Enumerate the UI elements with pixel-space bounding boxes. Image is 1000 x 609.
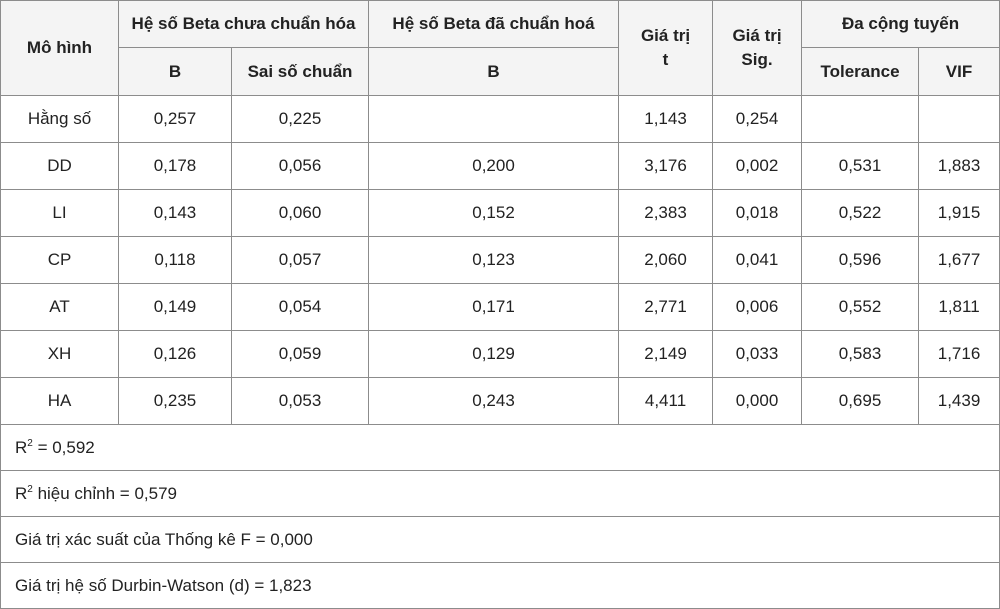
cell-vif: 1,915 [919, 190, 1000, 237]
cell-tolerance: 0,552 [802, 284, 919, 331]
header-t-line2: t [662, 50, 669, 69]
cell-beta: 0,152 [369, 190, 619, 237]
header-std-error: Sai số chuẩn [232, 48, 369, 96]
cell-t: 2,771 [619, 284, 713, 331]
cell-model: HA [1, 378, 119, 425]
header-beta-standardized: Hệ số Beta đã chuẩn hoá [369, 1, 619, 48]
cell-vif: 1,716 [919, 331, 1000, 378]
table-row [1, 331, 1000, 378]
cell-vif: 1,439 [919, 378, 1000, 425]
cell-beta: 0,243 [369, 378, 619, 425]
cell-tolerance: 0,695 [802, 378, 919, 425]
cell-sig: 0,006 [713, 284, 802, 331]
header-model: Mô hình [1, 1, 119, 96]
cell-model: DD [1, 143, 119, 190]
header-b: B [119, 48, 232, 96]
adjusted-r-squared-superscript: 2 [27, 483, 33, 495]
note-r-squared [1, 425, 1000, 471]
cell-model: LI [1, 190, 119, 237]
cell-sig: 0,254 [713, 96, 802, 143]
header-vif: VIF [919, 48, 1000, 96]
cell-tolerance: 0,531 [802, 143, 919, 190]
adjusted-r-squared-value: hiệu chỉnh = 0,579 [32, 483, 177, 503]
cell-b: 0,118 [119, 237, 232, 284]
cell-std-error: 0,225 [232, 96, 369, 143]
note-row-f-statistic [1, 517, 1000, 563]
cell-model: XH [1, 331, 119, 378]
header-sig-line2: Sig. [741, 50, 773, 69]
cell-model: CP [1, 237, 119, 284]
header-sig-line1: Giá trị [732, 26, 782, 45]
cell-b: 0,143 [119, 190, 232, 237]
header-t-line1: Giá trị [640, 26, 691, 45]
note-row-adjusted-r-squared [1, 471, 1000, 517]
cell-sig: 0,002 [713, 143, 802, 190]
header-t-value [619, 1, 713, 96]
table-row [1, 143, 1000, 190]
cell-beta: 0,129 [369, 331, 619, 378]
cell-model: AT [1, 284, 119, 331]
cell-tolerance: 0,522 [802, 190, 919, 237]
cell-sig: 0,018 [713, 190, 802, 237]
header-tolerance: Tolerance [802, 48, 919, 96]
cell-std-error: 0,056 [232, 143, 369, 190]
cell-tolerance: 0,583 [802, 331, 919, 378]
cell-std-error: 0,060 [232, 190, 369, 237]
cell-model: Hằng số [1, 96, 119, 143]
cell-vif [919, 96, 1000, 143]
cell-t: 1,143 [619, 96, 713, 143]
cell-vif: 1,883 [919, 143, 1000, 190]
header-sig-value [713, 1, 802, 96]
header-b-standardized: B [369, 48, 619, 96]
cell-t: 2,149 [619, 331, 713, 378]
note-f-statistic: Giá trị xác suất của Thống kê F = 0,000 [1, 517, 1000, 563]
cell-b: 0,126 [119, 331, 232, 378]
note-adjusted-r-squared [1, 471, 1000, 517]
cell-beta: 0,171 [369, 284, 619, 331]
r-squared-value: = 0,592 [32, 437, 95, 457]
cell-t: 2,060 [619, 237, 713, 284]
cell-sig: 0,000 [713, 378, 802, 425]
table-row [1, 284, 1000, 331]
note-row-durbin-watson [1, 563, 1000, 609]
cell-tolerance: 0,596 [802, 237, 919, 284]
cell-t: 4,411 [619, 378, 713, 425]
header-beta-unstandardized: Hệ số Beta chưa chuẩn hóa [119, 1, 369, 48]
cell-beta [369, 96, 619, 143]
cell-b: 0,257 [119, 96, 232, 143]
r-squared-superscript: 2 [27, 437, 33, 449]
note-durbin-watson: Giá trị hệ số Durbin-Watson (d) = 1,823 [1, 563, 1000, 609]
cell-std-error: 0,053 [232, 378, 369, 425]
note-row-r-squared [1, 425, 1000, 471]
header-collinearity: Đa cộng tuyến [802, 1, 1000, 48]
cell-t: 2,383 [619, 190, 713, 237]
cell-std-error: 0,059 [232, 331, 369, 378]
cell-b: 0,178 [119, 143, 232, 190]
header-row-1 [1, 1, 1000, 48]
r-squared-symbol: R [15, 437, 28, 457]
cell-beta: 0,200 [369, 143, 619, 190]
header-row-2 [1, 48, 1000, 96]
table-row [1, 378, 1000, 425]
table-row [1, 96, 1000, 143]
cell-beta: 0,123 [369, 237, 619, 284]
table-row [1, 237, 1000, 284]
cell-vif: 1,811 [919, 284, 1000, 331]
cell-t: 3,176 [619, 143, 713, 190]
table-row [1, 190, 1000, 237]
cell-tolerance [802, 96, 919, 143]
cell-sig: 0,033 [713, 331, 802, 378]
adjusted-r-squared-symbol: R [15, 483, 28, 503]
cell-b: 0,235 [119, 378, 232, 425]
cell-std-error: 0,054 [232, 284, 369, 331]
cell-vif: 1,677 [919, 237, 1000, 284]
cell-b: 0,149 [119, 284, 232, 331]
cell-std-error: 0,057 [232, 237, 369, 284]
cell-sig: 0,041 [713, 237, 802, 284]
